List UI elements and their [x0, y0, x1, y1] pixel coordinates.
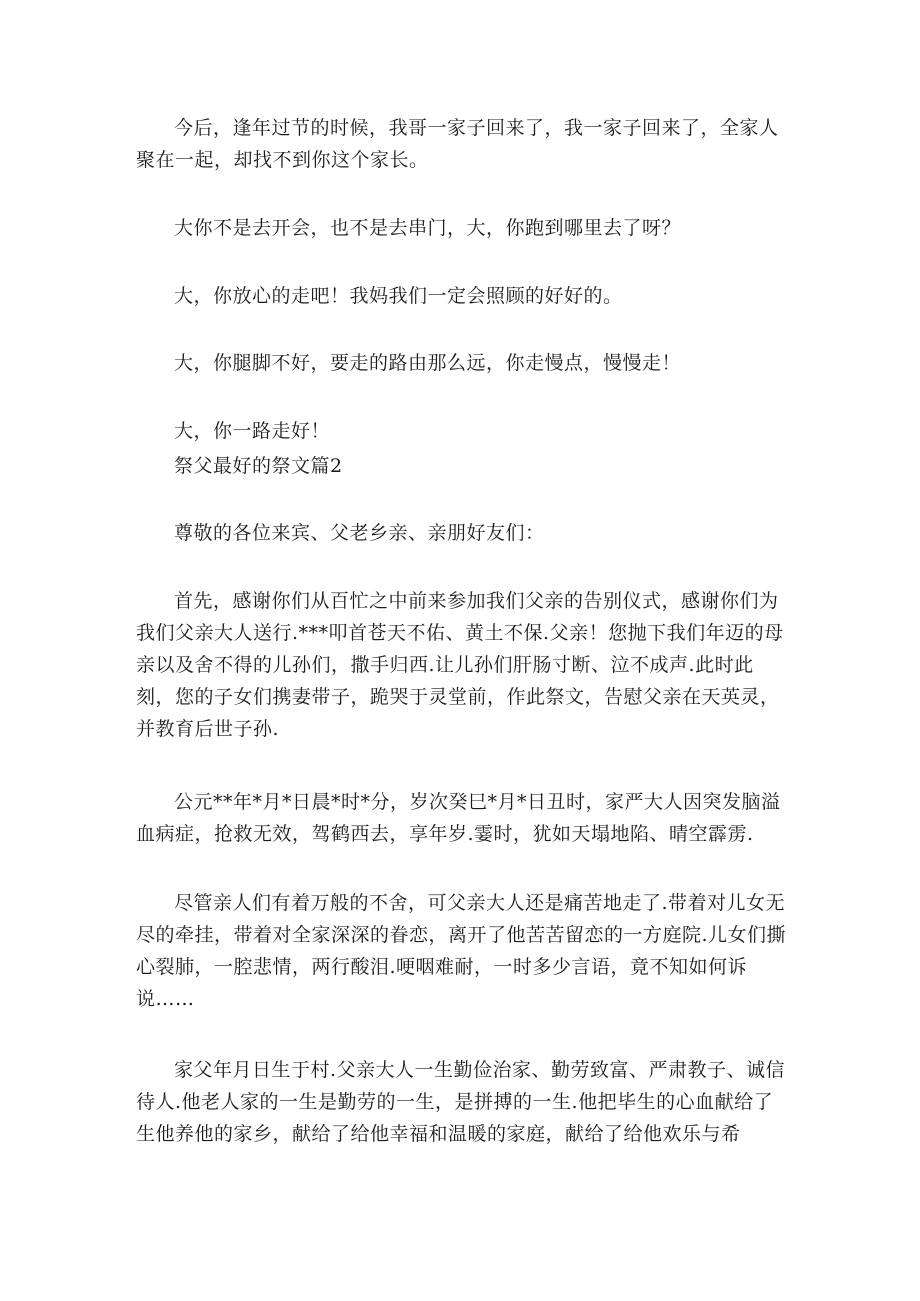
paragraph-9: 尽管亲人们有着万般的不舍，可父亲大人还是痛苦地走了.带着对儿女无尽的牵挂，带着对全家深深的眷恋，离开了他苦苦留恋的一方庭院.儿女们撕心裂肺，一腔悲情，两行酸泪.哽咽难耐，一时多少言语，竟不知如何诉说……	[136, 892, 787, 1010]
paragraph-10: 家父年月日生于村.父亲大人一生勤俭治家、勤劳致富、严肃教子、诚信待人.他老人家的一生是勤劳的一生，是拼搏的一生.他把毕生的心血献给了生他养他的家乡，献给了给他幸福和温暖的家庭，献给了给他欢乐与希	[136, 1059, 786, 1145]
paragraph-5: 大，你一路走好！	[174, 420, 331, 442]
paragraph-6: 尊敬的各位来宾、父老乡亲、亲朋好友们：	[174, 522, 545, 544]
paragraph-7: 首先，感谢你们从百忙之中前来参加我们父亲的告别仪式，感谢你们为我们父亲大人送行.***叩首苍天不佑、黄土不保.父亲！您抛下我们年迈的母亲以及舍不得的儿孙们，撒手归西.让儿孙们肝肠寸断、泣不成声.此时此刻，您的子女们携妻带子，跪哭于灵堂前，作此祭文，告慰父亲在天英灵，并教育后世子孙.	[136, 590, 784, 740]
paragraph-3: 大，你放心的走吧！我妈我们一定会照顾的好好的。	[174, 285, 623, 307]
paragraph-8: 公元**年*月*日晨*时*分，岁次癸巳*月*日丑时，家严大人因突发脑溢血病症，抢救无效，驾鹤西去，享年岁.霎时，犹如天塌地陷、晴空霹雳.	[136, 791, 781, 845]
paragraph-2: 大你不是去开会，也不是去串门，大，你跑到哪里去了呀？	[174, 217, 682, 239]
paragraph-4: 大，你腿脚不好，要走的路由那么远，你走慢点，慢慢走！	[174, 352, 682, 374]
paragraph-1: 今后，逢年过节的时候，我哥一家子回来了，我一家子回来了，全家人聚在一起，却找不到你这个家长。	[136, 117, 779, 171]
section-title: 祭父最好的祭文篇2	[174, 455, 343, 477]
